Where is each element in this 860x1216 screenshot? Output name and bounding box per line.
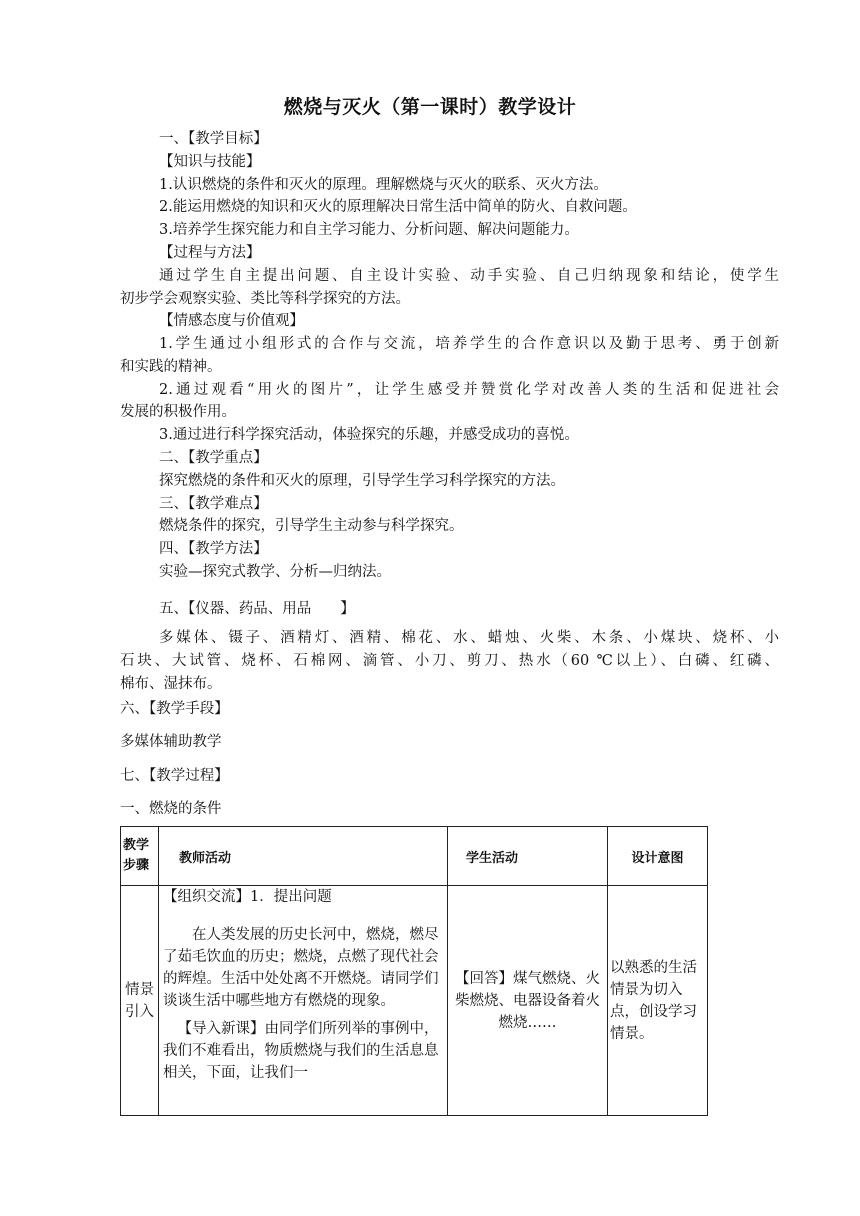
- paragraph-line: 和实践的精神。: [120, 359, 222, 375]
- teaching-process-table: [120, 826, 708, 1116]
- paragraph-line: 多媒体辅助教学: [120, 734, 222, 750]
- paragraph-line: 多媒体、镊子、酒精灯、酒精、棉花、水、蜡烛、火柴、木条、小煤块、烧杯、小: [159, 630, 779, 646]
- cell-teacher-activity: [159, 886, 448, 1116]
- section-heading-key-points: 二、【教学重点】: [159, 450, 268, 466]
- paragraph-line: 通过学生自主提出问题、自主设计实验、动手实验、自己归纳现象和结论，使学生: [159, 268, 779, 284]
- paragraph-line: 燃烧条件的探究，引导学生主动参与科学探究。: [159, 518, 464, 534]
- paragraph-line: 1.学生通过小组形式的合作与交流，培养学生的合作意识以及勤于思考、勇于创新: [159, 336, 779, 352]
- objective-item: 1.认识燃烧的条件和灭火的原理。理解燃烧与灭火的联系、灭火方法。: [159, 177, 608, 193]
- header-step: 教学步骤: [121, 827, 159, 886]
- paragraph-line: 发展的积极作用。: [120, 404, 236, 420]
- paragraph-line: 2.通过观看“用火的图片”，让学生感受并赞赏化学对改善人类的生活和促进社会: [159, 382, 779, 398]
- section-heading-means: 六、【教学手段】: [120, 701, 229, 717]
- subheading-process-method: 【过程与方法】: [159, 245, 261, 261]
- section-heading-process: 七、【教学过程】: [120, 768, 229, 784]
- teacher-activity-paragraph: 在人类发展的历史长河中，燃烧，燃尽了茹毛饮血的历史；燃烧，点燃了现代社会的辉煌。生活中处处离不开燃烧。请同学们谈谈生活中哪些地方有燃烧的现象。: [163, 927, 439, 1009]
- table-row: [121, 886, 708, 1116]
- cell-student-activity: 【回答】煤气燃烧、火柴燃烧、电器设备着火燃烧……: [448, 886, 608, 1116]
- teacher-activity-heading: 【组织交流】1．提出问题: [163, 889, 332, 905]
- paragraph-line: 石块、大试管、烧杯、石棉网、滴管、小刀、剪刀、热水（60 ℃以上）、白磷、红磷、: [120, 653, 779, 669]
- teacher-activity-paragraph: [163, 1018, 443, 1084]
- teacher-activity-label: 【导入新课】: [177, 1021, 265, 1037]
- paragraph-line: 实验—探究式教学、分析—归纳法。: [159, 564, 391, 580]
- section-heading-materials: 五、【仪器、药品、用品 】: [159, 601, 355, 617]
- header-design-intent: 设计意图: [608, 827, 708, 886]
- paragraph-line: 初步学会观察实验、类比等科学探究的方法。: [120, 291, 410, 307]
- subheading-attitude-values: 【情感态度与价值观】: [159, 313, 304, 329]
- table-header-row: [121, 827, 708, 886]
- objective-item: 3.培养学生探究能力和自主学习能力、分析问题、解决问题能力。: [159, 222, 579, 238]
- teacher-activity-text: 由同学们所列举的事例中，我们不难看出，物质燃烧与我们的生活息息相关，下面，让我们一: [163, 1021, 439, 1081]
- document-title: 燃烧与灭火（第一课时）教学设计: [283, 96, 577, 118]
- header-student-activity: 学生活动: [448, 827, 608, 886]
- section-heading-difficulties: 三、【教学难点】: [159, 496, 268, 512]
- section-heading-methods: 四、【教学方法】: [159, 541, 268, 557]
- paragraph-line: 棉布、湿抹布。: [120, 676, 222, 692]
- subheading-knowledge-skills: 【知识与技能】: [159, 154, 261, 170]
- subsection-heading-combustion-conditions: 一、燃烧的条件: [120, 801, 222, 817]
- cell-design-intent: 以熟悉的生活情景为切入点，创设学习情景。: [608, 886, 708, 1116]
- paragraph-line: 3.通过进行科学探究活动，体验探究的乐趣，并感受成功的喜悦。: [159, 427, 579, 443]
- objective-item: 2.能运用燃烧的知识和灭火的原理解决日常生活中简单的防火、自救问题。: [159, 199, 637, 215]
- paragraph-line: 探究燃烧的条件和灭火的原理，引导学生学习科学探究的方法。: [159, 473, 565, 489]
- cell-step: 情景引入: [121, 886, 159, 1116]
- section-heading-objectives: 一、【教学目标】: [159, 131, 268, 147]
- header-teacher-activity: 教师活动: [159, 827, 448, 886]
